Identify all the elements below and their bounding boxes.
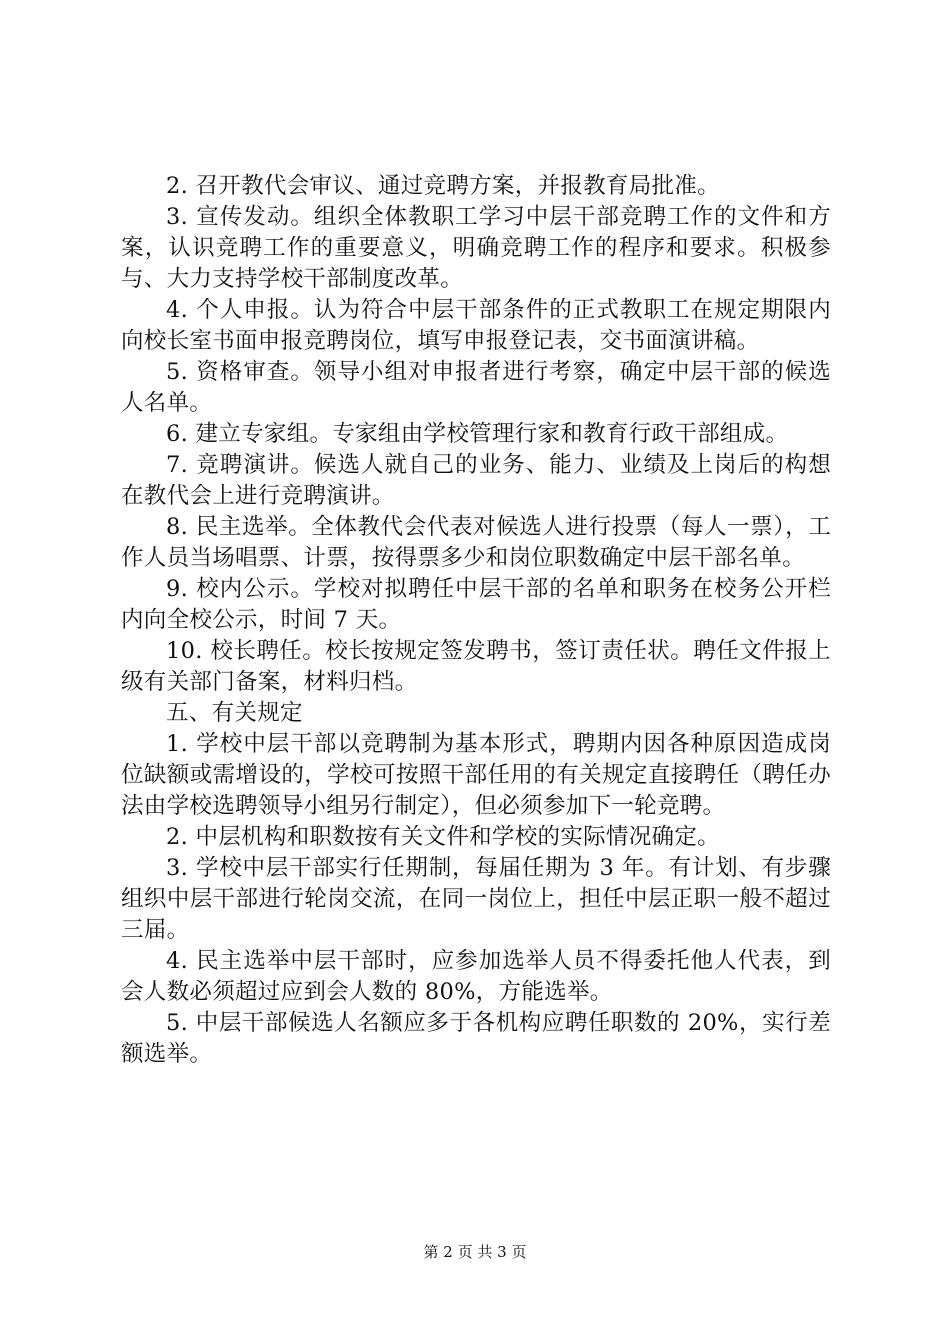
page-footer: 第 2 页 共 3 页	[423, 1243, 527, 1261]
paragraph-rule-2: 2. 中层机构和职数按有关文件和学校的实际情况确定。	[166, 824, 720, 850]
paragraph-rule-1: 1. 学校中层干部以竞聘制为基本形式，聘期内因各种原因造成岗位缺额或需增设的，学校可按照干部任用的有关规定直接聘任（聘任办法由学校选聘领导小组另行制定），但必须参加下一轮竞聘。	[121, 731, 831, 819]
paragraph-step-8: 8. 民主选举。全体教代会代表对候选人进行投票（每人一票），工作人员当场唱票、计票，按得票多少和岗位职数确定中层干部名单。	[121, 514, 831, 571]
paragraph-step-5: 5. 资格审查。领导小组对申报者进行考察，确定中层干部的候选人名单。	[121, 359, 831, 416]
paragraph-rule-4: 4. 民主选举中层干部时，应参加选举人员不得委托他人代表，到会人数必须超过应到会人数的 80%，方能选举。	[121, 948, 831, 1005]
paragraph-step-4: 4. 个人申报。认为符合中层干部条件的正式教职工在规定期限内向校长室书面申报竞聘岗位，填写申报登记表，交书面演讲稿。	[121, 297, 831, 354]
paragraph-step-3: 3. 宣传发动。组织全体教职工学习中层干部竞聘工作的文件和方案，认识竞聘工作的重要意义，明确竞聘工作的程序和要求。积极参与、大力支持学校干部制度改革。	[121, 204, 831, 292]
paragraph-step-2: 2. 召开教代会审议、通过竞聘方案，并报教育局批准。	[166, 173, 720, 199]
paragraph-step-7: 7. 竞聘演讲。候选人就自己的业务、能力、业绩及上岗后的构想在教代会上进行竞聘演讲。	[121, 452, 831, 509]
paragraph-step-9: 9. 校内公示。学校对拟聘任中层干部的名单和职务在校务公开栏内向全校公示，时间 7 天。	[121, 576, 831, 633]
document-body	[121, 171, 831, 1070]
paragraph-rule-5: 5. 中层干部候选人名额应多于各机构应聘任职数的 20%，实行差额选举。	[121, 1010, 831, 1067]
paragraph-rule-3: 3. 学校中层干部实行任期制，每届任期为 3 年。有计划、有步骤组织中层干部进行轮岗交流，在同一岗位上，担任中层正职一般不超过三届。	[121, 855, 831, 943]
paragraph-step-6: 6. 建立专家组。专家组由学校管理行家和教育行政干部组成。	[166, 421, 789, 447]
paragraph-step-10: 10. 校长聘任。校长按规定签发聘书，签订责任状。聘任文件报上级有关部门备案，材料归档。	[121, 638, 831, 695]
section-heading-regulations: 五、有关规定	[166, 700, 303, 726]
